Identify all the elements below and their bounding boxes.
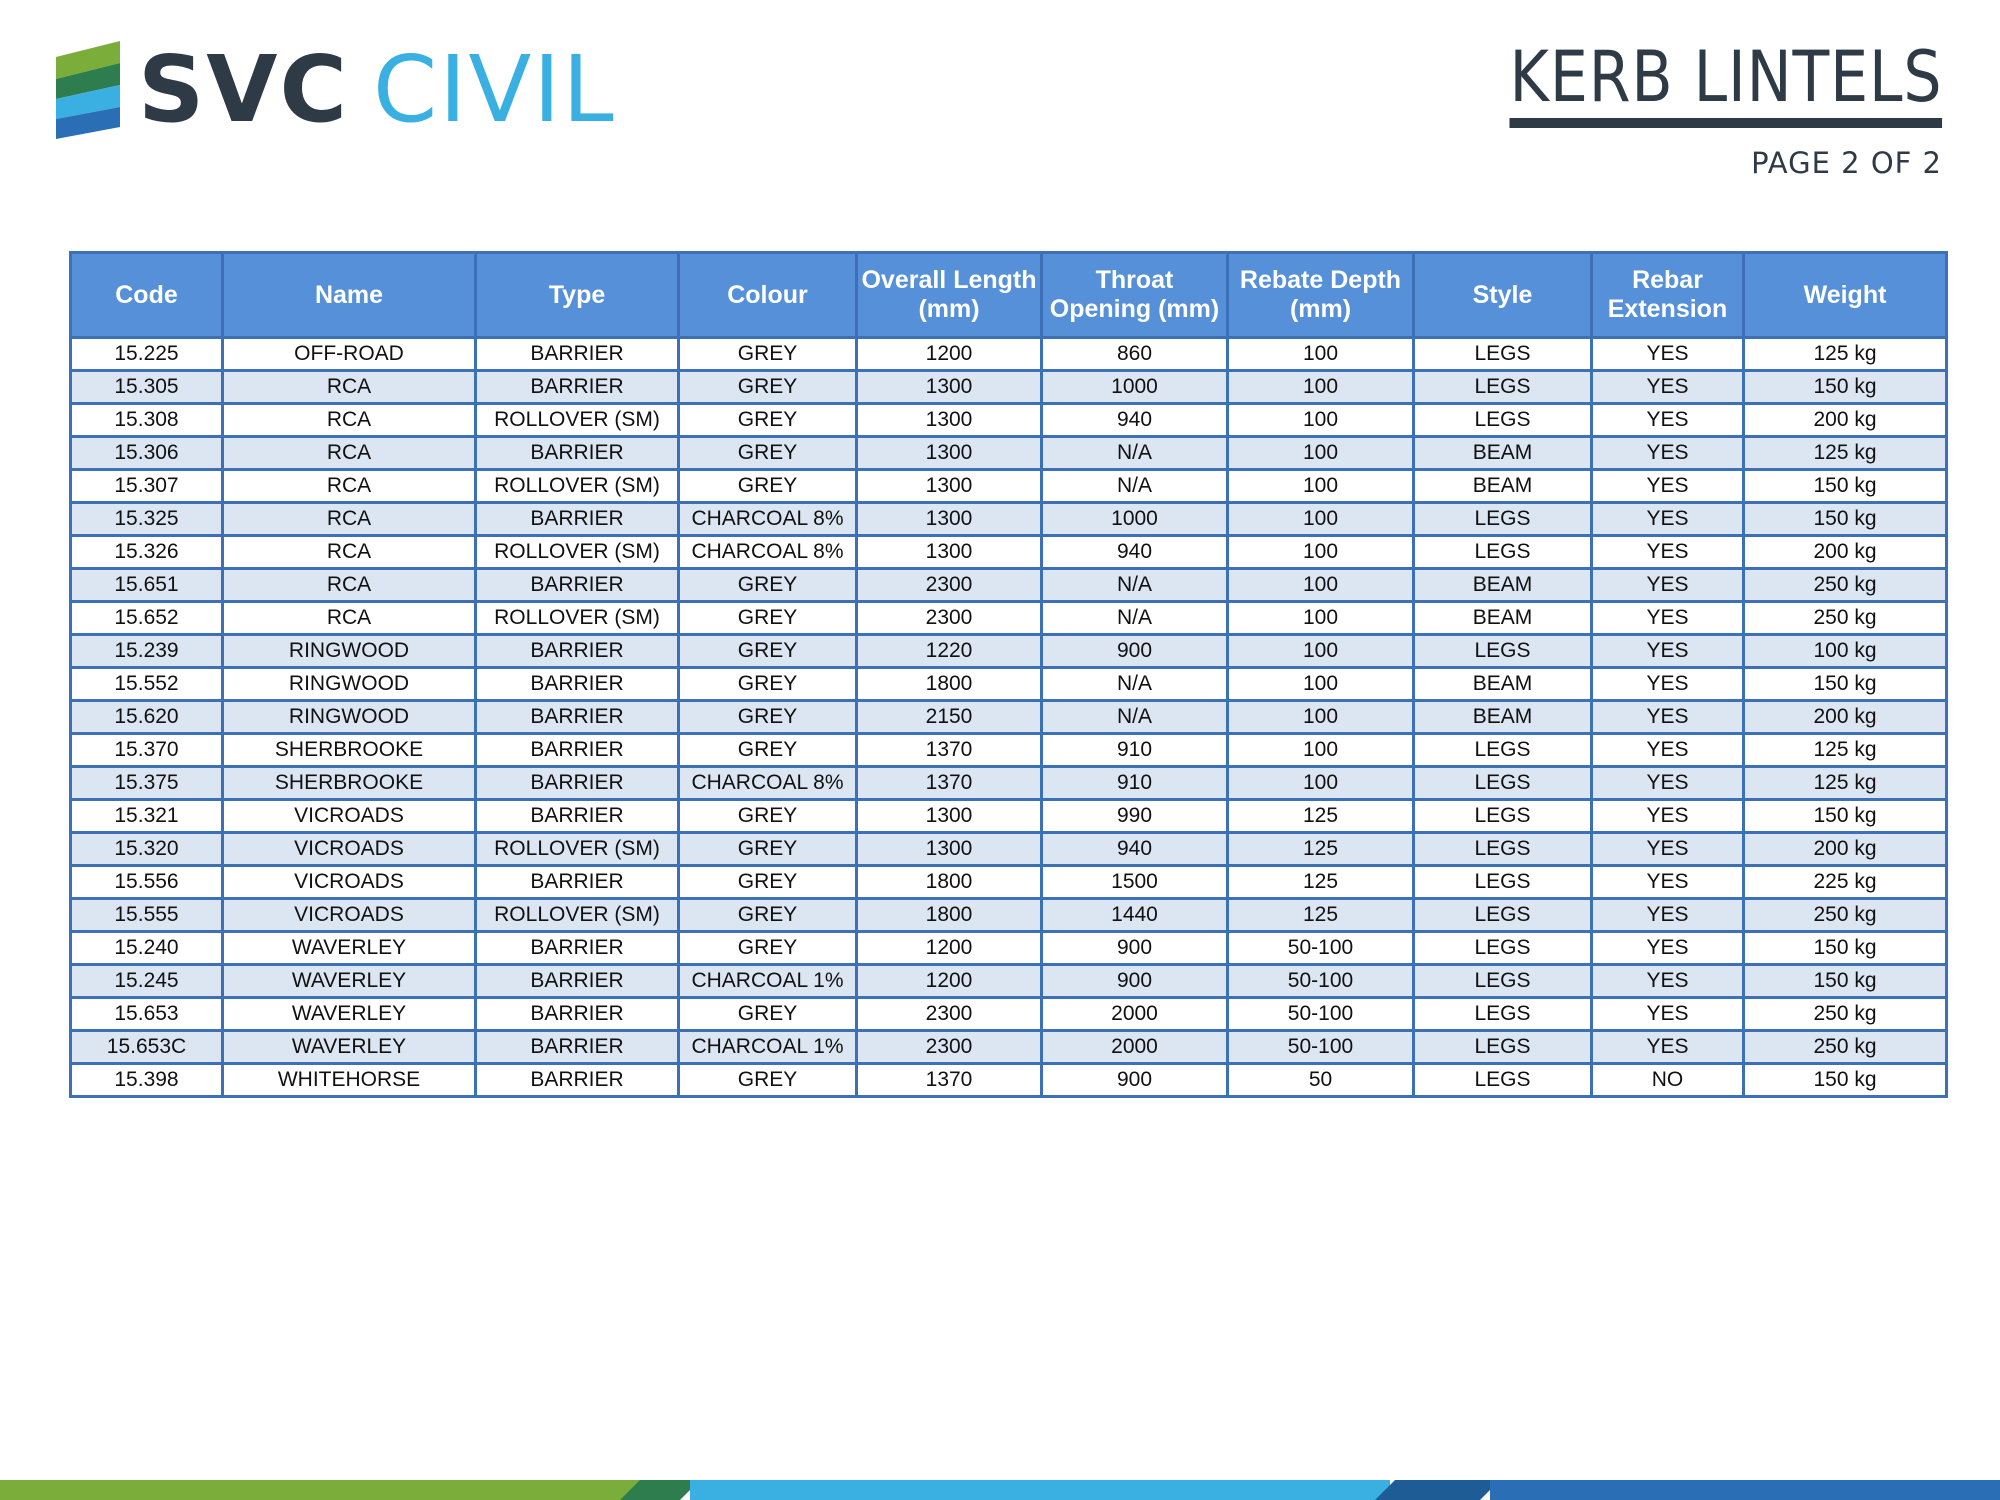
table-cell: 15.240 [71,932,223,965]
table-cell: BEAM [1414,701,1592,734]
table-cell: RCA [223,503,476,536]
table-cell: RCA [223,371,476,404]
column-header: Rebate Depth (mm) [1228,253,1414,338]
table-cell: BARRIER [476,767,679,800]
table-cell: RCA [223,569,476,602]
table-cell: 100 [1228,404,1414,437]
table-cell: YES [1592,503,1744,536]
table-row [71,866,1947,899]
table-cell: GREY [679,635,857,668]
table-cell: 15.652 [71,602,223,635]
table-row [71,635,1947,668]
table-cell: 15.321 [71,800,223,833]
table-row [71,668,1947,701]
table-cell: LEGS [1414,536,1592,569]
table-cell: GREY [679,833,857,866]
table-cell: BARRIER [476,932,679,965]
table-cell: BARRIER [476,965,679,998]
table-cell: LEGS [1414,635,1592,668]
table-cell: 50-100 [1228,998,1414,1031]
table-cell: 100 [1228,734,1414,767]
table-cell: 900 [1042,932,1228,965]
table-cell: YES [1592,932,1744,965]
table-cell: GREY [679,437,857,470]
table-cell: YES [1592,899,1744,932]
table-cell: 900 [1042,965,1228,998]
table-row [71,404,1947,437]
table-cell: 150 kg [1744,470,1947,503]
table-cell: 1800 [857,899,1042,932]
table-cell: LEGS [1414,998,1592,1031]
table-cell: 15.620 [71,701,223,734]
table-cell: 15.651 [71,569,223,602]
table-cell: 125 [1228,800,1414,833]
table-cell: GREY [679,998,857,1031]
table-cell: NO [1592,1064,1744,1097]
table-cell: YES [1592,536,1744,569]
table-cell: 15.398 [71,1064,223,1097]
table-cell: 940 [1042,536,1228,569]
table-cell: LEGS [1414,767,1592,800]
table-cell: 100 [1228,602,1414,635]
table-cell: 1300 [857,404,1042,437]
table-row [71,536,1947,569]
table-cell: GREY [679,800,857,833]
table-cell: 15.308 [71,404,223,437]
table-cell: BEAM [1414,602,1592,635]
table-cell: YES [1592,998,1744,1031]
table-row [71,470,1947,503]
table-cell: 1000 [1042,503,1228,536]
table-cell: BARRIER [476,701,679,734]
table-cell: BARRIER [476,998,679,1031]
table-cell: 150 kg [1744,932,1947,965]
table-cell: BARRIER [476,1064,679,1097]
table-cell: WAVERLEY [223,1031,476,1064]
table-cell: 15.320 [71,833,223,866]
table-cell: 50-100 [1228,965,1414,998]
table-cell: 15.555 [71,899,223,932]
table-cell: 15.325 [71,503,223,536]
table-cell: 15.552 [71,668,223,701]
table-cell: LEGS [1414,932,1592,965]
table-cell: 2000 [1042,1031,1228,1064]
table-cell: YES [1592,701,1744,734]
table-cell: 15.370 [71,734,223,767]
table-cell: RCA [223,602,476,635]
table-cell: LEGS [1414,800,1592,833]
kerb-lintels-table [69,251,1948,1098]
table-cell: 100 [1228,635,1414,668]
table-cell: 990 [1042,800,1228,833]
table-cell: RINGWOOD [223,701,476,734]
table-cell: YES [1592,404,1744,437]
table-cell: VICROADS [223,833,476,866]
column-header: Colour [679,253,857,338]
table-cell: 125 kg [1744,338,1947,371]
table-cell: WHITEHORSE [223,1064,476,1097]
table-cell: 2300 [857,1031,1042,1064]
table-cell: 125 kg [1744,734,1947,767]
table-cell: 940 [1042,833,1228,866]
table-cell: 250 kg [1744,602,1947,635]
table-cell: GREY [679,371,857,404]
column-header: Overall Length (mm) [857,253,1042,338]
table-cell: BARRIER [476,338,679,371]
table-cell: CHARCOAL 1% [679,965,857,998]
table-cell: 15.556 [71,866,223,899]
title-block [1439,36,1942,180]
column-header: Weight [1744,253,1947,338]
table-cell: 200 kg [1744,404,1947,437]
table-cell: YES [1592,602,1744,635]
table-cell: GREY [679,338,857,371]
table-row [71,1031,1947,1064]
table-cell: WAVERLEY [223,998,476,1031]
table-row [71,800,1947,833]
table-cell: 910 [1042,734,1228,767]
table-cell: 150 kg [1744,1064,1947,1097]
table-cell: BEAM [1414,470,1592,503]
table-cell: 250 kg [1744,998,1947,1031]
table-cell: 15.245 [71,965,223,998]
table-cell: CHARCOAL 8% [679,767,857,800]
table-cell: 100 [1228,668,1414,701]
table-cell: GREY [679,470,857,503]
table-cell: GREY [679,866,857,899]
company-logo [56,36,616,143]
table-cell: LEGS [1414,734,1592,767]
footer-stripe [0,1480,2000,1500]
table-cell: 2300 [857,998,1042,1031]
table-cell: 2300 [857,602,1042,635]
table-row [71,734,1947,767]
table-row [71,998,1947,1031]
logo-stripes-icon [56,41,120,139]
table-cell: 910 [1042,767,1228,800]
table-cell: YES [1592,338,1744,371]
table-cell: YES [1592,734,1744,767]
table-cell: 125 kg [1744,767,1947,800]
table-header-row [71,253,1947,338]
table-cell: 15.653C [71,1031,223,1064]
table-cell: 2300 [857,569,1042,602]
table-cell: OFF-ROAD [223,338,476,371]
column-header: Rebar Extension [1592,253,1744,338]
table-cell: BEAM [1414,668,1592,701]
logo-sub: CIVIL [372,36,616,143]
column-header: Name [223,253,476,338]
table-cell: 1300 [857,437,1042,470]
table-cell: BARRIER [476,635,679,668]
table-row [71,371,1947,404]
table-cell: 1500 [1042,866,1228,899]
table-row [71,338,1947,371]
table-cell: 250 kg [1744,899,1947,932]
table-cell: GREY [679,404,857,437]
column-header: Code [71,253,223,338]
table-cell: GREY [679,569,857,602]
table-cell: GREY [679,668,857,701]
table-cell: GREY [679,932,857,965]
table-cell: N/A [1042,437,1228,470]
table-cell: ROLLOVER (SM) [476,602,679,635]
table-cell: BARRIER [476,437,679,470]
table-cell: VICROADS [223,899,476,932]
table-cell: SHERBROOKE [223,734,476,767]
table-cell: 200 kg [1744,833,1947,866]
table-cell: LEGS [1414,899,1592,932]
table-cell: 15.307 [71,470,223,503]
table-cell: YES [1592,371,1744,404]
table-cell: RCA [223,437,476,470]
table-cell: BEAM [1414,569,1592,602]
table-cell: CHARCOAL 8% [679,503,857,536]
table-cell: RCA [223,536,476,569]
table-cell: BARRIER [476,371,679,404]
table-row [71,503,1947,536]
table-cell: 200 kg [1744,701,1947,734]
table-cell: 15.305 [71,371,223,404]
table-row [71,899,1947,932]
table-cell: YES [1592,635,1744,668]
table-cell: 15.326 [71,536,223,569]
table-cell: YES [1592,767,1744,800]
table-cell: 150 kg [1744,800,1947,833]
column-header: Style [1414,253,1592,338]
table-cell: LEGS [1414,965,1592,998]
table-cell: BEAM [1414,437,1592,470]
table-cell: 150 kg [1744,503,1947,536]
table-cell: YES [1592,800,1744,833]
table-cell: ROLLOVER (SM) [476,404,679,437]
table-cell: 125 [1228,866,1414,899]
table-cell: 15.375 [71,767,223,800]
table-cell: ROLLOVER (SM) [476,536,679,569]
table-cell: 50-100 [1228,932,1414,965]
table-cell: 1300 [857,470,1042,503]
table-row [71,1064,1947,1097]
table-cell: 1370 [857,1064,1042,1097]
table-cell: GREY [679,602,857,635]
table-cell: 1200 [857,932,1042,965]
table-cell: 150 kg [1744,371,1947,404]
table-cell: 1300 [857,503,1042,536]
table-cell: 100 [1228,371,1414,404]
table-cell: GREY [679,734,857,767]
table-cell: CHARCOAL 8% [679,536,857,569]
table-cell: LEGS [1414,833,1592,866]
table-cell: BARRIER [476,1031,679,1064]
table-cell: 860 [1042,338,1228,371]
table-cell: 100 [1228,767,1414,800]
table-cell: LEGS [1414,503,1592,536]
table-cell: 100 kg [1744,635,1947,668]
table-cell: 1200 [857,338,1042,371]
table-cell: LEGS [1414,371,1592,404]
table-row [71,437,1947,470]
table-cell: 1220 [857,635,1042,668]
table-cell: 1300 [857,800,1042,833]
table-cell: 1800 [857,668,1042,701]
table-cell: N/A [1042,668,1228,701]
table-row [71,602,1947,635]
table-cell: WAVERLEY [223,932,476,965]
table-cell: N/A [1042,602,1228,635]
table-cell: YES [1592,965,1744,998]
column-header: Throat Opening (mm) [1042,253,1228,338]
table-cell: BARRIER [476,866,679,899]
table-body [71,338,1947,1097]
table-cell: N/A [1042,569,1228,602]
table-cell: 100 [1228,437,1414,470]
table-cell: BARRIER [476,800,679,833]
table-cell: 100 [1228,701,1414,734]
table-cell: BARRIER [476,569,679,602]
table-cell: CHARCOAL 1% [679,1031,857,1064]
column-header: Type [476,253,679,338]
table-cell: 1200 [857,965,1042,998]
table-cell: 900 [1042,635,1228,668]
table-cell: 100 [1228,503,1414,536]
table-cell: GREY [679,899,857,932]
table-cell: RINGWOOD [223,635,476,668]
table-cell: 1000 [1042,371,1228,404]
table-cell: RINGWOOD [223,668,476,701]
table-cell: YES [1592,569,1744,602]
table-cell: 1370 [857,734,1042,767]
table-cell: GREY [679,701,857,734]
table-row [71,965,1947,998]
table-cell: VICROADS [223,866,476,899]
table-row [71,701,1947,734]
table-cell: SHERBROOKE [223,767,476,800]
table-cell: LEGS [1414,1064,1592,1097]
table-cell: 225 kg [1744,866,1947,899]
table-cell: 125 kg [1744,437,1947,470]
table-cell: ROLLOVER (SM) [476,470,679,503]
table-cell: LEGS [1414,338,1592,371]
table-cell: 15.225 [71,338,223,371]
table-cell: 100 [1228,338,1414,371]
page-title: KERB LINTELS [1509,42,1942,128]
table-cell: 150 kg [1744,668,1947,701]
table-cell: 100 [1228,536,1414,569]
table-cell: 125 [1228,833,1414,866]
table-row [71,833,1947,866]
table-cell: ROLLOVER (SM) [476,833,679,866]
table-cell: 50-100 [1228,1031,1414,1064]
table-cell: 1300 [857,536,1042,569]
table-cell: RCA [223,470,476,503]
table-cell: YES [1592,866,1744,899]
table-row [71,767,1947,800]
table-cell: LEGS [1414,404,1592,437]
table-cell: 1300 [857,371,1042,404]
table-cell: YES [1592,833,1744,866]
table-cell: 1440 [1042,899,1228,932]
table-cell: 250 kg [1744,569,1947,602]
table-cell: 100 [1228,470,1414,503]
table-cell: 50 [1228,1064,1414,1097]
table-cell: YES [1592,437,1744,470]
table-cell: 100 [1228,569,1414,602]
table-cell: N/A [1042,701,1228,734]
table-cell: 250 kg [1744,1031,1947,1064]
table-cell: 150 kg [1744,965,1947,998]
table-cell: VICROADS [223,800,476,833]
table-cell: 2150 [857,701,1042,734]
table-cell: N/A [1042,470,1228,503]
table-cell: 15.653 [71,998,223,1031]
table-cell: BARRIER [476,734,679,767]
table-cell: 1300 [857,833,1042,866]
table-cell: 900 [1042,1064,1228,1097]
table-cell: 15.306 [71,437,223,470]
table-cell: GREY [679,1064,857,1097]
table-cell: 2000 [1042,998,1228,1031]
table-cell: 1370 [857,767,1042,800]
table-row [71,932,1947,965]
logo-brand: SVC [138,36,349,143]
table-cell: LEGS [1414,1031,1592,1064]
table-cell: 940 [1042,404,1228,437]
table-cell: 125 [1228,899,1414,932]
table-cell: ROLLOVER (SM) [476,899,679,932]
table-row [71,569,1947,602]
table-cell: 15.239 [71,635,223,668]
table-cell: YES [1592,1031,1744,1064]
table-cell: LEGS [1414,866,1592,899]
table-cell: 1800 [857,866,1042,899]
table-cell: BARRIER [476,668,679,701]
table-cell: YES [1592,668,1744,701]
table-cell: BARRIER [476,503,679,536]
table-cell: 200 kg [1744,536,1947,569]
table-cell: RCA [223,404,476,437]
page-number: PAGE 2 OF 2 [1751,146,1942,180]
table-cell: YES [1592,470,1744,503]
table-cell: WAVERLEY [223,965,476,998]
